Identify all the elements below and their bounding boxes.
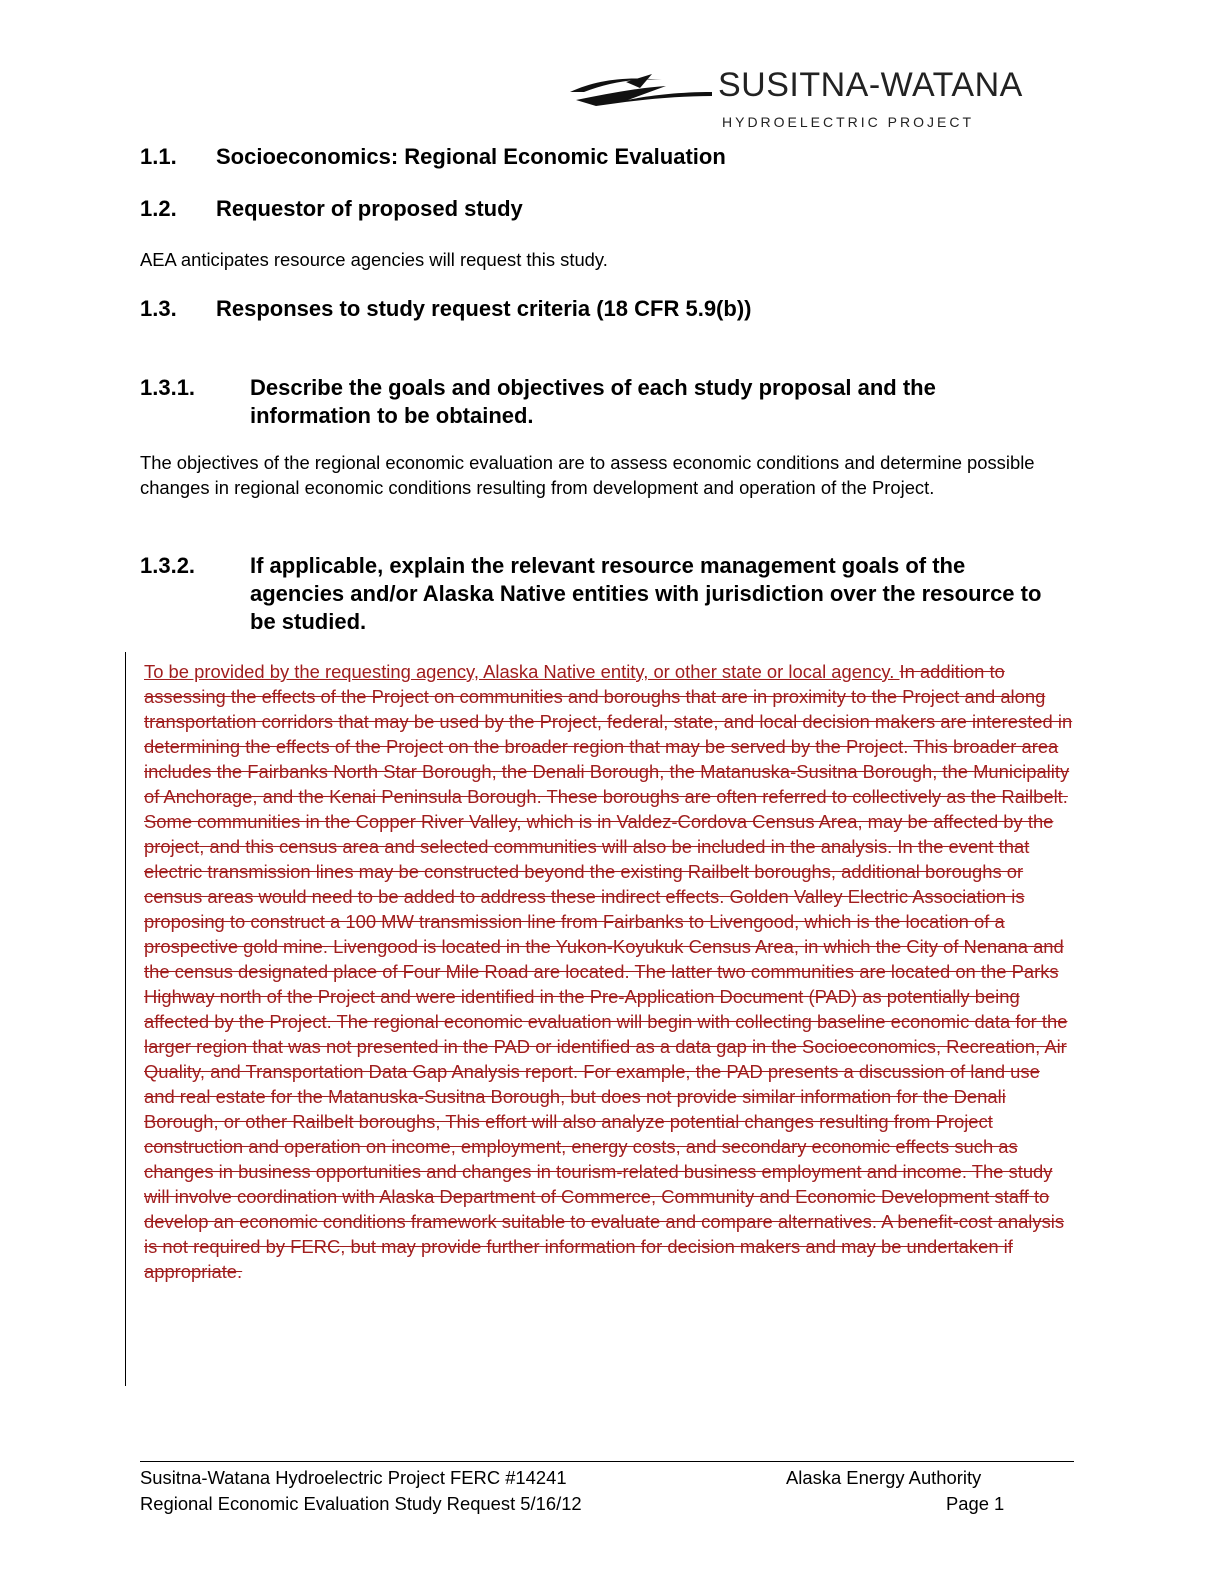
heading-title: Responses to study request criteria (18 CFR 5.9(b)) — [216, 296, 752, 321]
logo-name: SUSITNA-WATANA — [718, 66, 1023, 104]
heading-title: Describe the goals and objectives of each study proposal and the information to be obtained. — [250, 375, 936, 428]
heading-number: 1.2. — [140, 196, 177, 221]
objectives-paragraph: The objectives of the regional economic evaluation are to assess economic conditions and determine possible changes in regional economic conditions resulting from development and operation of the Project. — [140, 452, 1035, 498]
heading-number: 1.1. — [140, 144, 177, 169]
project-logo — [566, 66, 1056, 134]
requestor-paragraph: AEA anticipates resource agencies will request this study. — [140, 249, 608, 270]
heading-title: Requestor of proposed study — [216, 196, 523, 221]
inserted-text: To be provided by the requesting agency, Alaska Native entity, or other state or local agency. — [144, 661, 900, 682]
heading-number: 1.3.2. — [140, 553, 196, 578]
footer-rule — [140, 1461, 1074, 1462]
deleted-text: In addition to assessing the effects of the Project on communities and boroughs that are in proximity to the Project and along transportation corridors that may be used by the Project, federal, state, and local decision makers are interested in determining the effects of the Project on the broader region that may be served by the Project. This broader area includes the Fairbanks North Star Borough, the Denali Borough, the Matanuska-Susitna Borough, the Municipality of Anchorage, and the Kenai Peninsula Borough. These boroughs are often referred to collectively as the Railbelt. Some communities in the Copper River Valley, which is in Valdez-Cordova Census Area, may be affected by the project, and this census area and selected communities will also be included in the analysis. In the event that electric transmission lines may be constructed beyond the existing Railbelt boroughs, additional boroughs or census areas would need to be added to address these indirect effects. Golden Valley Electric Association is proposing to construct a 100 MW transmission line from Fairbanks to Livengood, which is the location of a prospective gold mine. Livengood is located in the Yukon-Koyukuk Census Area, in which the City of Nenana and the census designated place of Four Mile Road are located. The latter two communities are located on the Parks Highway north of the Project and were identified in the Pre-Application Document (PAD) as potentially being affected by the Project. The regional economic evaluation will begin with collecting baseline economic data for the larger region that was not presented in the PAD or identified as a data gap in the Socioeconomics, Recreation, Air Quality, and Transportation Data Gap Analysis report. For example, the PAD presents a discussion of land use and real estate for the Matanuska-Susitna Borough, but does not provide similar information for the Denali Borough, or other Railbelt boroughs, This effort will also analyze potential changes resulting from Project construction and operation on income, employment, energy costs, and secondary economic effects such as changes in business opportunities and changes in tourism-related business employment and income. The study will involve coordination with Alaska Department of Commerce, Community and Economic Development staff to develop an economic conditions framework suitable to evaluate and compare alternatives. A benefit-cost analysis is not required by FERC, but may provide further information for decision makers and may be undertaken if appropriate. — [144, 661, 1073, 1282]
heading-title: If applicable, explain the relevant resource management goals of the agencies and/or Alaska Native entities with jurisdiction over the resource to be studied. — [250, 553, 1042, 634]
heading-number: 1.3.1. — [140, 375, 196, 400]
footer-document-line: Regional Economic Evaluation Study Request 5/16/12 — [140, 1493, 582, 1514]
heading-number: 1.3. — [140, 296, 177, 321]
footer-project-line: Susitna-Watana Hydroelectric Project FERC #14241 — [140, 1467, 567, 1488]
revised-paragraph — [144, 659, 1074, 1284]
swoosh-logo-icon — [566, 70, 714, 110]
logo-subtitle: HYDROELECTRIC PROJECT — [722, 114, 975, 130]
heading-title: Socioeconomics: Regional Economic Evaluation — [216, 144, 726, 169]
revision-change-bar — [125, 652, 126, 1386]
footer-organization: Alaska Energy Authority — [786, 1467, 982, 1488]
footer-page-number: Page 1 — [946, 1493, 1005, 1514]
